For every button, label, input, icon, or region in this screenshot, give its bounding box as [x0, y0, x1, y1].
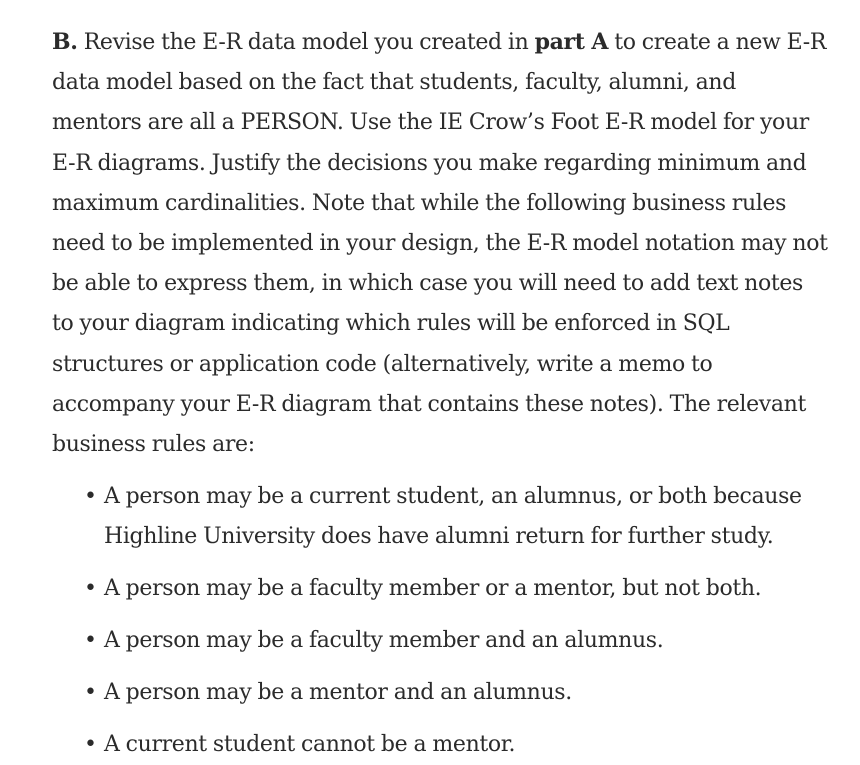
bullet-icon: •	[84, 680, 97, 706]
business-rule-text: A person may be a current student, an alumnus, or both because Highline University does have alumni return for further study.	[104, 484, 802, 550]
bullet-icon: •	[84, 576, 97, 602]
business-rule-item	[84, 621, 830, 661]
intro-paragraph	[52, 22, 830, 465]
intro-text-after: to create a new E-R data model based on the fact that students, faculty, alumni, and mentors are all a PERSON. Use the IE Crow’s Foot E-R model for your E-R diagrams. Justify the decisions you make regarding minimum and maximum cardinalities. Note that while the following business rules need to be implemented in your design, the E-R model notation may not be able to express them, in which case you will need to add text notes to your diagram indicating which rules will be enforced in SQL structures or application code (alternatively, write a memo to accompany your E-R diagram that contains these notes). The relevant business rules are:	[52, 30, 828, 458]
business-rule-item	[84, 569, 830, 609]
business-rule-text: A current student cannot be a mentor.	[104, 732, 516, 758]
bullet-icon: •	[84, 484, 97, 510]
business-rule-item	[84, 725, 830, 765]
intro-text-before: Revise the E-R data model you created in	[83, 30, 529, 55]
business-rule-text: A person may be a mentor and an alumnus.	[104, 680, 572, 706]
bullet-icon: •	[84, 628, 97, 654]
part-a-reference: part A	[534, 29, 609, 55]
section-label: B.	[52, 29, 78, 55]
business-rule-item	[84, 673, 830, 713]
business-rule-text: A person may be a faculty member or a mentor, but not both.	[104, 576, 762, 602]
bullet-icon: •	[84, 732, 97, 758]
business-rules-list	[52, 477, 830, 765]
business-rule-text: A person may be a faculty member and an alumnus.	[104, 628, 664, 654]
business-rule-item	[84, 477, 830, 557]
